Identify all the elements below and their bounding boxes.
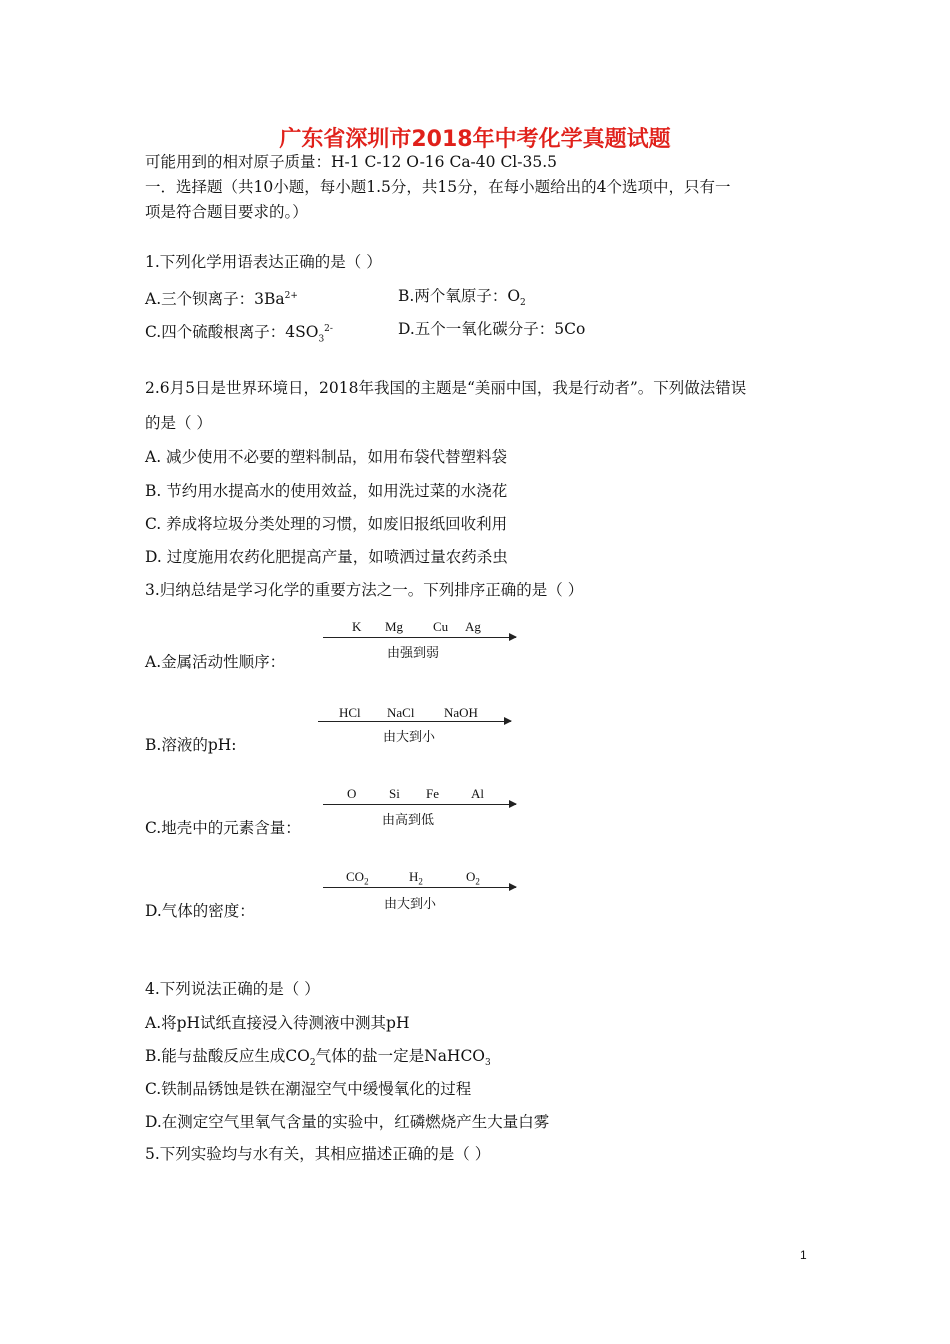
q4-stem: 4.下列说法正确的是（ ） xyxy=(145,980,320,998)
q3d-caption: 由大到小 xyxy=(384,897,437,912)
q1-option-c: C.四个硫酸根离子：$4SO_3^{2-}$ xyxy=(145,323,333,345)
q4-option-b: B.能与盐酸反应生成$CO_2$气体的盐一定是NaHCO$_3$ xyxy=(145,1047,491,1069)
q2-option-d: D. 过度施用农药化肥提高产量，如喷洒过量农药杀虫 xyxy=(145,548,508,566)
q2-stem-line1: 2.6月5日是世界环境日，2018年我国的主题是“美丽中国，我是行动者”。下列做法错误 xyxy=(145,379,747,397)
q3d-arrow xyxy=(323,887,516,888)
page-number: 1 xyxy=(800,1248,807,1262)
q3c-item: Fe xyxy=(426,786,439,801)
q3b-caption: 由大到小 xyxy=(383,730,436,745)
q4-option-c: C.铁制品锈蚀是铁在潮湿空气中缓慢氧化的过程 xyxy=(145,1080,472,1098)
q2-stem-line2: 的是（ ） xyxy=(145,414,212,432)
q2-option-a: A. 减少使用不必要的塑料制品，如用布袋代替塑料袋 xyxy=(145,448,508,466)
q3a-arrow xyxy=(323,637,516,638)
section-instructions-line1: 一．选择题（共10小题，每小题1.5分，共15分，在每小题给出的4个选项中，只有一 xyxy=(145,178,731,196)
q2-option-c: C. 养成将垃圾分类处理的习惯，如废旧报纸回收利用 xyxy=(145,515,508,533)
q3a-item: Cu xyxy=(433,619,449,634)
q1-option-d: D.五个一氧化碳分子：5Co xyxy=(398,320,586,338)
atomic-mass-line: 可能用到的相对原子质量：H-1 C-12 O-16 Ca-40 Cl-35.5 xyxy=(145,153,558,171)
q3b-item: NaOH xyxy=(444,705,478,720)
q3c-item: Al xyxy=(471,786,484,801)
q3a-caption: 由强到弱 xyxy=(387,646,440,661)
q3d-item: $CO_2$ xyxy=(346,869,369,887)
q3b-arrow xyxy=(318,721,511,722)
q3-option-c-label: C.地壳中的元素含量： xyxy=(145,819,301,837)
q3d-item: $O_2$ xyxy=(466,869,480,887)
exam-title: 广东省深圳市2018年中考化学真题试题 xyxy=(279,127,671,152)
q2-option-b: B. 节约用水提高水的使用效益，如用洗过菜的水浇花 xyxy=(145,482,508,500)
q1-option-b: B.两个氧原子：$O_2$ xyxy=(398,287,526,309)
q3b-item: NaCl xyxy=(387,705,415,720)
section-instructions-line2: 项是符合题目要求的。） xyxy=(145,203,308,221)
q3-stem: 3.归纳总结是学习化学的重要方法之一。下列排序正确的是（ ） xyxy=(145,581,584,599)
q4-option-d: D.在测定空气里氧气含量的实验中，红磷燃烧产生大量白雾 xyxy=(145,1113,550,1131)
q3b-item: HCl xyxy=(339,705,361,720)
q3c-item: Si xyxy=(389,786,400,801)
q3c-item: O xyxy=(347,786,357,801)
q1-option-a: A.三个钡离子：$3Ba^{2+}$ xyxy=(145,290,298,309)
q3c-caption: 由高到低 xyxy=(382,813,435,828)
q3a-item: K xyxy=(352,619,362,634)
q3-option-b-label: B.溶液的pH: xyxy=(145,736,237,754)
q3d-item: $H_2$ xyxy=(409,869,423,887)
q3-option-d-label: D.气体的密度： xyxy=(145,902,255,920)
q3-option-a-label: A.金属活动性顺序： xyxy=(145,653,286,671)
q3a-item: Ag xyxy=(465,619,481,634)
q3c-arrow xyxy=(323,804,516,805)
q1-stem: 1.下列化学用语表达正确的是（ ） xyxy=(145,253,382,271)
q3a-item: Mg xyxy=(385,619,404,634)
q4-option-a: A.将pH试纸直接浸入待测液中测其pH xyxy=(145,1014,410,1032)
q5-stem: 5.下列实验均与水有关，其相应描述正确的是（ ） xyxy=(145,1145,491,1163)
